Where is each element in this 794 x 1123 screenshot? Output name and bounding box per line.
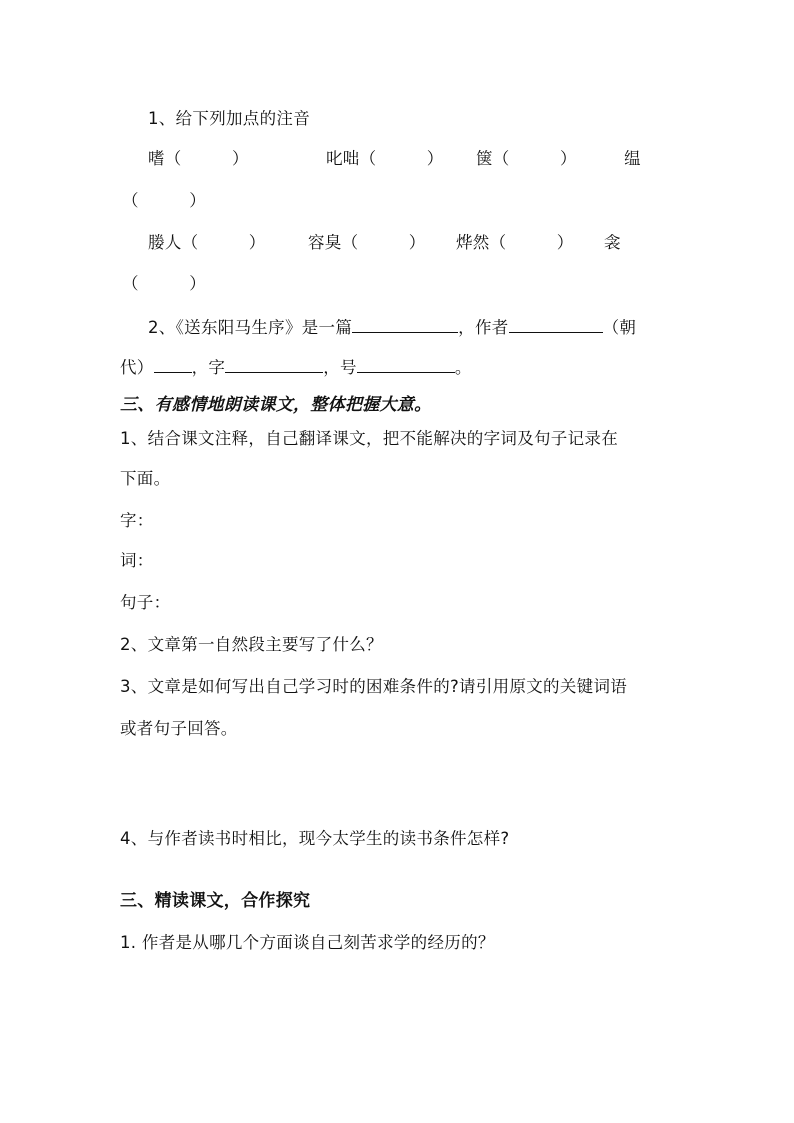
q1-row1-word2: 叱咄（ ） (326, 149, 444, 168)
q2-line2 (120, 356, 472, 379)
q2-blank-genre[interactable] (352, 316, 458, 333)
q2-text-f: ，号 (323, 358, 357, 377)
q1-row2-word3: 烨然（ ） (456, 233, 574, 252)
section4-title: 三、精读课文，合作探究 (120, 891, 311, 911)
q2-text-b: ，作者 (458, 318, 509, 337)
section4-item1: 1. 作者是从哪几个方面谈自己刻苦求学的经历的？ (120, 933, 495, 952)
q2-blank-author[interactable] (509, 316, 603, 333)
section3-item1-line2: 下面。 (120, 469, 171, 488)
q2-blank-dynasty[interactable] (154, 356, 192, 373)
q1-row1-word1: 嗜（ ） (148, 149, 249, 168)
section3-item3-line1: 3、文章是如何写出自己学习时的困难条件的?请引用原文的关键词语 (120, 677, 628, 696)
q2-text-e: ，字 (191, 358, 226, 377)
section3-item2: 2、文章第一自然段主要写了什么？ (120, 635, 383, 654)
q1-row2-word2: 容臭（ ） (308, 233, 426, 252)
q1-title: 1、给下列加点的注音 (148, 109, 310, 128)
q2-text-g: 。 (454, 358, 472, 377)
q2-text-c: （朝 (602, 318, 637, 337)
q1-row2-word4: 衾 (604, 233, 621, 252)
section3-item1-line1: 1、结合课文注释，自己翻译课文，把不能解决的字词及句子记录在 (120, 429, 618, 448)
label-juzi: 句子： (120, 593, 171, 612)
section3-item4: 4、与作者读书时相比，现今太学生的读书条件怎样? (120, 829, 510, 848)
q2-blank-courtesy-name[interactable] (225, 356, 323, 373)
q1-row2-word1: 媵人（ ） (148, 233, 266, 252)
q1-row1-word4-paren: （ ） (122, 191, 206, 210)
q1-row1-word3: 箧（ ） (476, 149, 577, 168)
section3-title: 三、有感情地朗读课文，整体把握大意。 (120, 395, 432, 415)
section3-item3-line2: 或者句子回答。 (120, 719, 238, 738)
q2-blank-pseudonym[interactable] (357, 356, 455, 373)
q2-line1 (148, 316, 636, 339)
label-zi: 字： (120, 511, 154, 530)
label-ci: 词： (120, 551, 154, 570)
q1-row2-word4-paren: （ ） (122, 274, 206, 293)
q1-row1-word4: 缊 (624, 149, 641, 168)
q2-text-d: 代） (120, 358, 154, 377)
q2-text-a: 2、《送东阳马生序》是一篇 (148, 318, 353, 337)
